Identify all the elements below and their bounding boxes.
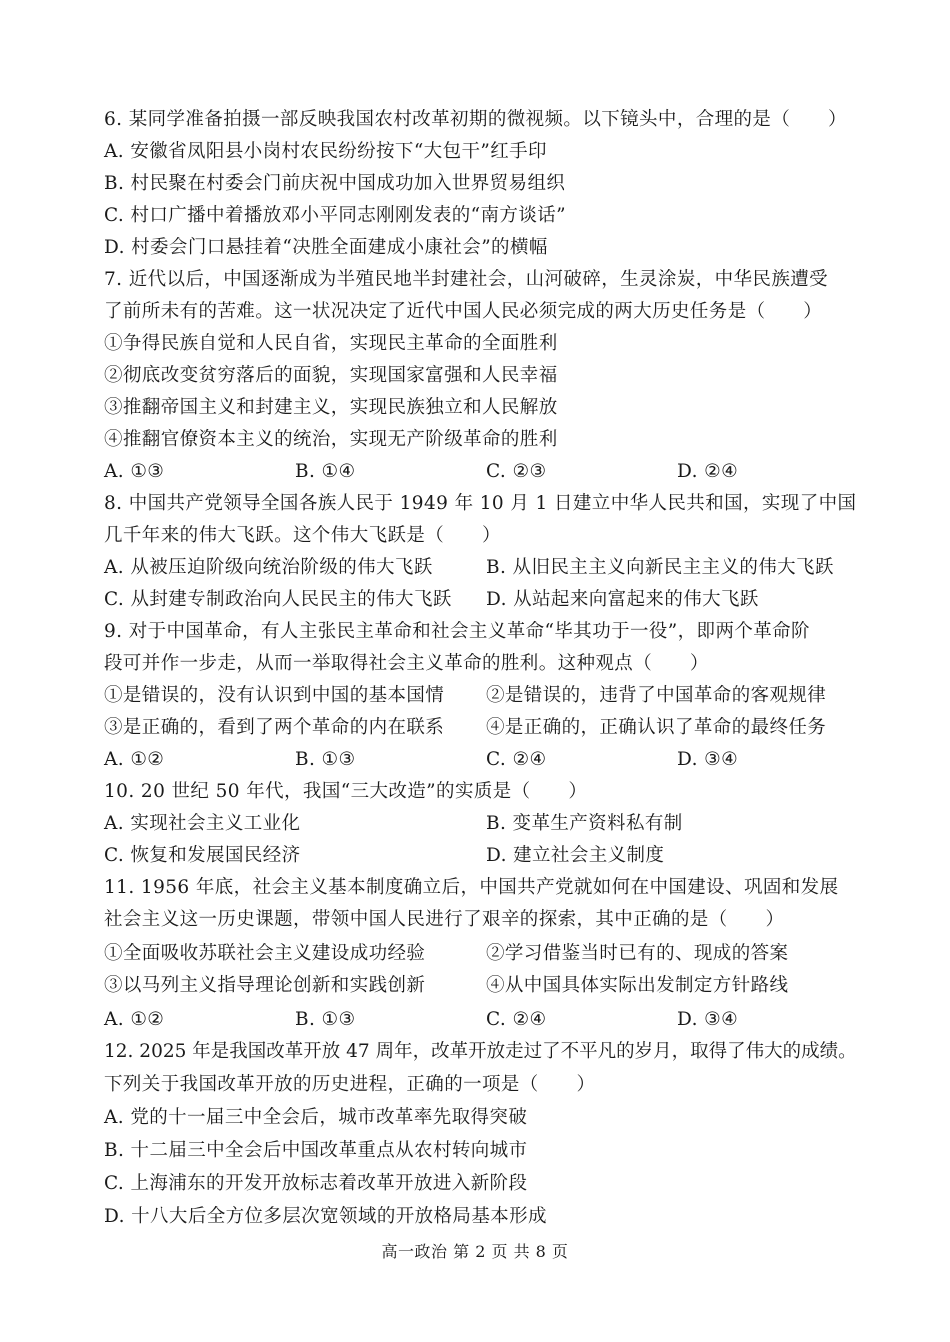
q7-option-b: B. ①④ <box>295 461 356 482</box>
q8-option-c: C. 从封建专制政治向人民民主的伟大飞跃 <box>104 589 452 610</box>
q11-stem-line1: 11. 1956 年底，社会主义基本制度确立后，中国共产党就如何在中国建设、巩固和发展 <box>104 877 839 898</box>
q11-statement-2: ②学习借鉴当时已有的、现成的答案 <box>486 943 789 964</box>
q11-statement-3: ③以马列主义指导理论创新和实践创新 <box>104 975 426 996</box>
q9-option-d: D. ③④ <box>677 749 739 770</box>
q7-option-d: D. ②④ <box>677 461 739 482</box>
q9-statement-4: ④是正确的，正确认识了革命的最终任务 <box>486 717 827 738</box>
q9-option-a: A. ①② <box>104 749 165 770</box>
q12-stem-line1: 12. 2025 年是我国改革开放 47 周年，改革开放走过了不平凡的岁月，取得了伟大的成绩。 <box>104 1041 857 1062</box>
page-footer: 高一政治 第 2 页 共 8 页 <box>381 1242 569 1261</box>
q9-option-b: B. ①③ <box>295 749 356 770</box>
q6-option-d: D. 村委会门口悬挂着“决胜全面建成小康社会”的横幅 <box>104 237 548 258</box>
q8-option-a: A. 从被压迫阶级向统治阶级的伟大飞跃 <box>104 557 433 578</box>
q9-statement-1: ①是错误的，没有认识到中国的基本国情 <box>104 685 445 706</box>
q11-option-b: B. ①③ <box>295 1009 356 1030</box>
q11-option-c: C. ②④ <box>486 1009 547 1030</box>
q7-option-a: A. ①③ <box>104 461 165 482</box>
q8-option-d: D. 从站起来向富起来的伟大飞跃 <box>486 589 759 610</box>
q11-statement-4: ④从中国具体实际出发制定方针路线 <box>486 975 789 996</box>
q7-stem-line1: 7. 近代以后，中国逐渐成为半殖民地半封建社会，山河破碎，生灵涂炭，中华民族遭受 <box>104 269 829 290</box>
q7-statement-1: ①争得民族自觉和人民自省，实现民主革命的全面胜利 <box>104 333 558 354</box>
q7-option-c: C. ②③ <box>486 461 547 482</box>
q9-option-c: C. ②④ <box>486 749 547 770</box>
q6-option-b: B. 村民聚在村委会门前庆祝中国成功加入世界贸易组织 <box>104 173 566 194</box>
q7-stem-line2: 了前所未有的苦难。这一状况决定了近代中国人民必须完成的两大历史任务是（ ） <box>104 301 823 322</box>
q10-option-a: A. 实现社会主义工业化 <box>104 813 301 834</box>
q11-option-a: A. ①② <box>104 1009 165 1030</box>
q10-option-b: B. 变革生产资料私有制 <box>486 813 683 834</box>
q6-option-c: C. 村口广播中着播放邓小平同志刚刚发表的“南方谈话” <box>104 205 566 226</box>
q7-statement-3: ③推翻帝国主义和封建主义，实现民族独立和人民解放 <box>104 397 558 418</box>
q8-option-b: B. 从旧民主主义向新民主主义的伟大飞跃 <box>486 557 834 578</box>
q8-stem-line1: 8. 中国共产党领导全国各族人民于 1949 年 10 月 1 日建立中华人民共和国，实现了中国 <box>104 493 857 514</box>
q7-statement-2: ②彻底改变贫穷落后的面貌，实现国家富强和人民幸福 <box>104 365 558 386</box>
q9-stem-line2: 段可并作一步走，从而一举取得社会主义革命的胜利。这种观点（ ） <box>104 653 709 674</box>
q9-statement-3: ③是正确的，看到了两个革命的内在联系 <box>104 717 445 738</box>
q6-stem: 6. 某同学准备拍摄一部反映我国农村改革初期的微视频。以下镜头中，合理的是（ ） <box>104 109 847 130</box>
q7-statement-4: ④推翻官僚资本主义的统治，实现无产阶级革命的胜利 <box>104 429 558 450</box>
q11-statement-1: ①全面吸收苏联社会主义建设成功经验 <box>104 943 426 964</box>
q9-stem-line1: 9. 对于中国革命，有人主张民主革命和社会主义革命“毕其功于一役”，即两个革命阶 <box>104 621 810 642</box>
q10-option-d: D. 建立社会主义制度 <box>486 845 665 866</box>
q6-option-a: A. 安徽省凤阳县小岗村农民纷纷按下“大包干”红手印 <box>104 141 547 162</box>
q9-statement-2: ②是错误的，违背了中国革命的客观规律 <box>486 685 827 706</box>
q8-stem-line2: 几千年来的伟大飞跃。这个伟大飞跃是（ ） <box>104 525 501 546</box>
q12-stem-line2: 下列关于我国改革开放的历史进程，正确的一项是（ ） <box>104 1074 596 1095</box>
q12-option-b: B. 十二届三中全会后中国改革重点从农村转向城市 <box>104 1140 528 1161</box>
q12-option-d: D. 十八大后全方位多层次宽领域的开放格局基本形成 <box>104 1206 547 1227</box>
q12-option-a: A. 党的十一届三中全会后，城市改革率先取得突破 <box>104 1107 528 1128</box>
q10-stem: 10. 20 世纪 50 年代，我国“三大改造”的实质是（ ） <box>104 781 588 802</box>
q12-option-c: C. 上海浦东的开发开放标志着改革开放进入新阶段 <box>104 1173 528 1194</box>
q11-stem-line2: 社会主义这一历史课题，带领中国人民进行了艰辛的探索，其中正确的是（ ） <box>104 909 785 930</box>
q10-option-c: C. 恢复和发展国民经济 <box>104 845 301 866</box>
q11-option-d: D. ③④ <box>677 1009 739 1030</box>
